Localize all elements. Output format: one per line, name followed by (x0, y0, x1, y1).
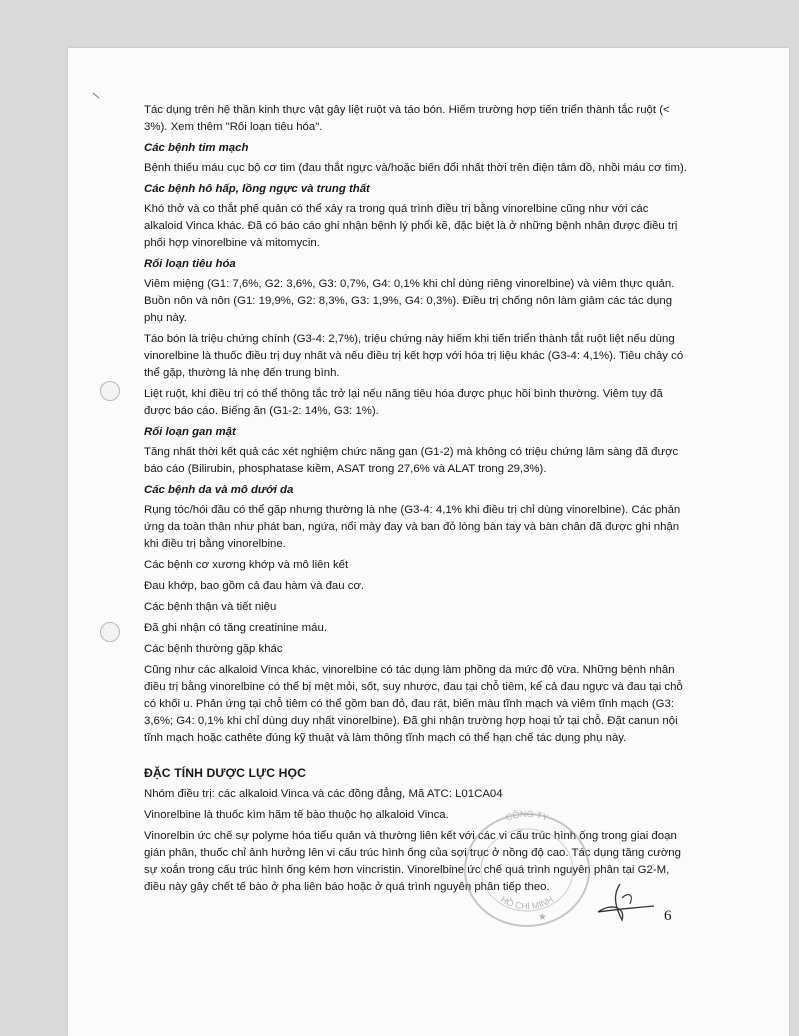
paragraph: Đau khớp, bao gồm cả đau hàm và đau cơ. (144, 580, 365, 592)
svg-text:HỒ CHÍ MINH (499, 894, 555, 911)
paragraph: Liệt ruột, khi điều trị có thể thông tắc trở lại nếu năng tiêu hóa được phục hồi bình thường. Viêm tụy đã được báo cáo. Biếng ăn (G1-2: 14%, G3: 1%). (144, 388, 663, 417)
document-body (144, 102, 688, 900)
paragraph: Đã ghi nhận có tăng creatinine máu. (144, 622, 328, 634)
page-number: 6 (664, 908, 672, 924)
punch-hole-top (100, 381, 120, 401)
company-stamp (452, 808, 602, 928)
subsection-heading: Rối loạn tiêu hóa (144, 258, 236, 270)
punch-hole-bottom (100, 622, 120, 642)
stamp-top-text: CÔNG TY (504, 808, 550, 823)
stamp-bottom-text: HỒ CHÍ MINH (499, 894, 555, 912)
paragraph: Táo bón là triệu chứng chính (G3-4: 2,7%), triệu chứng này hiếm khi tiến triển thành tắt ruột liệt nếu dùng vinorelbine là thuốc điều trị duy nhất và nếu điều trị kết hợp với hóa trị liệu khác (G3-4: 4,1%). Tiêu chảy có thể gặp, thường là nhẹ đến trung bình. (144, 333, 684, 379)
scan-mark (92, 92, 104, 104)
paragraph: Các bệnh thường gặp khác (144, 643, 283, 655)
stamp-star-icon: ★ (538, 912, 547, 923)
subsection-heading: Rối loạn gan mật (144, 426, 236, 438)
paragraph: Các bệnh cơ xương khớp và mô liên kết (144, 559, 349, 571)
paragraph: Các bệnh thận và tiết niệu (144, 601, 277, 613)
paragraph: Vinorelbine là thuốc kìm hãm tế bào thuộc họ alkaloid Vinca. (144, 809, 449, 821)
subsection-heading: Các bệnh hô hấp, lồng ngực và trung thất (144, 183, 370, 195)
paragraph: Tác dụng trên hệ thần kinh thực vật gây liệt ruột và táo bón. Hiếm trường hợp tiến triển thành tắc ruột (< 3%). Xem thêm "Rối loạn tiêu hóa". (144, 104, 670, 133)
paragraph: Khó thở và co thắt phế quản có thể xảy ra trong quá trình điều trị bằng vinorelbine cũng như với các alkaloid Vinca khác. Đã có báo cáo ghi nhận bệnh lý phổi kẽ, đặc biệt là ở những bệnh nhân được điều trị phối hợp vinorelbine và mitomycin. (144, 203, 678, 249)
paragraph: Rụng tóc/hói đầu có thể gặp nhưng thường là nhẹ (G3-4: 4,1% khi điều trị chỉ dùng vinorelbine). Các phản ứng da toàn thân như phát ban, ngứa, nổi mày đay và ban đỏ lòng bàn tay và bàn chân đã được ghi nhận khi điều trị bằng vinorelbine. (144, 504, 681, 550)
subsection-heading: Các bệnh da và mô dưới da (144, 484, 294, 496)
paragraph: Nhóm điều trị: các alkaloid Vinca và các đồng đẳng, Mã ATC: L01CA04 (144, 788, 503, 800)
handwritten-signature (592, 878, 662, 928)
svg-text:CÔNG TY (504, 809, 549, 823)
paragraph: Bệnh thiếu máu cục bộ cơ tim (đau thắt ngực và/hoặc biến đổi nhất thời trên điện tâm đồ, nhồi máu cơ tim). (144, 162, 687, 174)
paragraph: Viêm miệng (G1: 7,6%, G2: 3,6%, G3: 0,7%, G4: 0,1% khi chỉ dùng riêng vinorelbine) và viêm thực quản. Buồn nôn và nôn (G1: 19,9%, G2: 8,3%, G3: 1,9%, G4: 0,3%). Điều trị chống nôn làm giảm các tác dụng phụ này. (144, 278, 675, 324)
section-heading: ĐẶC TÍNH DƯỢC LỰC HỌC (144, 766, 307, 780)
paragraph: Cũng như các alkaloid Vinca khác, vinorelbine có tác dụng làm phồng da mức độ vừa. Những bệnh nhân điều trị bằng vinorelbine có thể bị mệt mỏi, sốt, suy nhược, đau tại chỗ tiêm, kể cả đau ngực và đau tại chỗ có khối u. Phản ứng tại chỗ tiêm có thể gồm ban đỏ, đau rát, biến màu tĩnh mạch và viêm tĩnh mạch (G3: 3,6%; G4: 0,1% khi chỉ dùng duy nhất vinorelbine). Đã ghi nhận trường hợp hoại tử tại chỗ. Đặt canun nội tĩnh mạch hoặc cathête đúng kỹ thuật và làm thông tĩnh mạch có thể hạn chế tác dụng phụ này. (144, 664, 683, 744)
paragraph: Tăng nhất thời kết quả các xét nghiệm chức năng gan (G1-2) mà không có triệu chứng lâm sàng đã được báo cáo (Bilirubin, phosphatase kiềm, ASAT trong 27,6% và ALAT trong 29,3%). (144, 446, 679, 475)
paragraph: Vinorelbin ức chế sự polyme hóa tiểu quản và thường liên kết với các vi cấu trúc hình ống trong giai đoạn gián phân, thuốc chỉ ảnh hưởng lên vi cấu trúc hình ống của sợi trục ở nồng độ cao. Tác dụng tăng cường sự xoắn trong cấu trúc hình ống kém hơn vincristin. Vinorelbine ức chế quá trình nguyên phân tại G2-M, điều này gây chết tế bào ở pha liên báo hoặc ở quá trình nguyên phân tiếp theo. (144, 830, 681, 893)
subsection-heading: Các bệnh tim mạch (144, 142, 249, 154)
